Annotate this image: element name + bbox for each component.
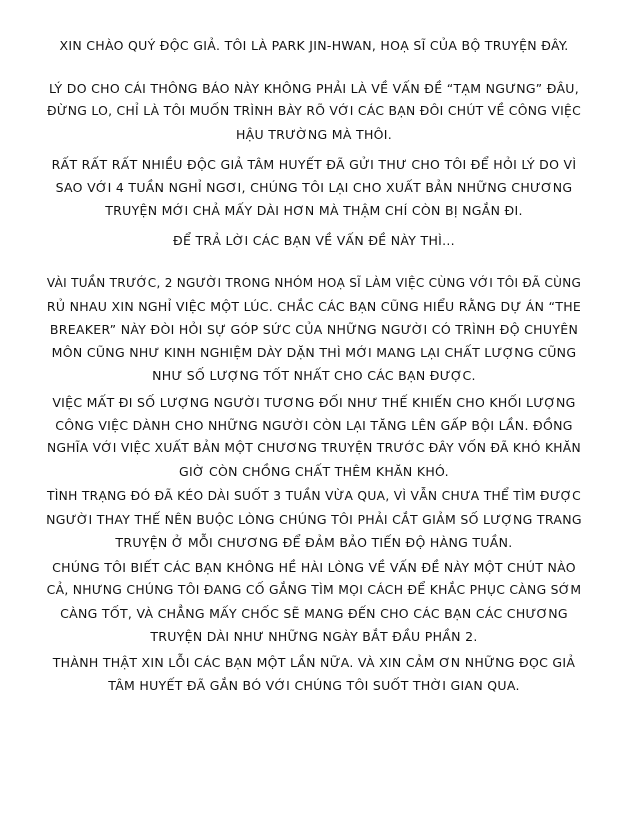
- paragraph-workload: [44, 391, 584, 483]
- text-line: VÀI TUẦN TRƯỚC, 2 NGƯỜI TRONG NHÓM HOẠ SĨ LÀM VIỆC CÙNG VỚI TÔI ĐÃ CÙNG: [46, 276, 582, 290]
- text-line: GIỜ CÒN CHỒNG CHẤT THÊM KHĂN KHÓ.: [179, 464, 449, 479]
- text-line: VIỆC MẤT ĐI SỐ LƯỢNG NGƯỜI TƯƠNG ĐỐI NHƯ THẾ KHIẾN CHO KHỐI LƯỢNG: [52, 395, 576, 410]
- paragraph-purpose: [44, 77, 584, 146]
- text-line: NGƯỜI THAY THẾ NÊN BUỘC LÒNG CHÚNG TÔI PHẢI CẮT GIẢM SỐ LƯỢNG TRANG: [46, 512, 582, 527]
- text-line: RẤT RẤT RẤT NHIỀU ĐỘC GIẢ TÂM HUYẾT ĐÃ GỬI THƯ CHO TÔI ĐỂ HỎI LÝ DO VÌ: [51, 157, 577, 172]
- text-line: CẢ, NHƯNG CHÚNG TÔI ĐANG CỐ GẮNG TÌM MỌI CÁCH ĐỂ KHẮC PHỤC CÀNG SỚM: [46, 583, 582, 597]
- text-line: NHƯ SỐ LƯỢNG TỐT NHẤT CHO CÁC BẠN ĐƯỢC.: [152, 368, 476, 383]
- text-line: MÔN CŨNG NHƯ KINH NGHIỆM DÀY DẶN THÌ MỚI MANG LẠI CHẤT LƯỢNG CŨNG: [51, 345, 577, 360]
- paragraph-apology: [44, 651, 584, 697]
- text-line: TÌNH TRẠNG ĐÓ ĐÃ KÉO DÀI SUỐT 3 TUẦN VỪA QUA, VÌ VẪN CHƯA THỂ TÌM ĐƯỢC: [46, 489, 582, 503]
- text-line: THÀNH THẬT XIN LỖI CÁC BẠN MỘT LẦN NỮA. VÀ XIN CẢM ƠN NHỮNG ĐỌC GIẢ: [52, 655, 576, 670]
- text-line: TRUYỆN Ở MỖI CHƯƠNG ĐỂ ĐẢM BẢO TIẾN ĐỘ HÀNG TUẦN.: [115, 535, 513, 550]
- text-line: HẬU TRƯỜNG MÀ THÔI.: [235, 127, 393, 142]
- text-line: LÝ DO CHO CÁI THÔNG BÁO NÀY KHÔNG PHẢI LÀ VỀ VẤN ĐỀ “TẠM NGƯNG” ĐÂU,: [48, 81, 580, 96]
- text-line: SAO VỚI 4 TUẦN NGHỈ NGƠI, CHÚNG TÔI LẠI CHO XUẤT BẢN NHỮNG CHƯƠNG: [55, 180, 573, 195]
- text-line: CÔNG VIỆC DÀNH CHO NHỮNG NGƯỜI CÒN LẠI TĂNG LÊN GẤP BỘI LẦN. ĐỒNG: [55, 418, 573, 433]
- text-line: ĐỪNG LO, CHỈ LÀ TÔI MUỐN TRÌNH BÀY RÕ VỚI CÁC BẠN ĐÔI CHÚT VỀ CÔNG VIỆC: [46, 104, 582, 118]
- text-line: ĐỂ TRẢ LỜI CÁC BẠN VỀ VẤN ĐỀ NÀY THÌ...: [173, 233, 455, 248]
- text-line: TRUYỆN MỚI CHẢ MẤY DÀI HƠN MÀ THẬM CHÍ CÒN BỊ NGẮN ĐI.: [105, 203, 523, 218]
- paragraph-readers-question: [44, 153, 584, 222]
- paragraph-answer-intro: [44, 229, 584, 252]
- text-line: RỦ NHAU XIN NGHỈ VIỆC MỘT LÚC. CHẮC CÁC BẠN CŨNG HIỂU RẰNG DỰ ÁN “THE: [46, 299, 582, 314]
- paragraph-commitment: [44, 556, 584, 648]
- text-line: CHÚNG TÔI BIẾT CÁC BẠN KHÔNG HỀ HÀI LÒNG VỀ VẤN ĐỀ NÀY MỘT CHÚT NÀO: [52, 560, 576, 575]
- text-line: XIN CHÀO QUÝ ĐỘC GIẢ. TÔI LÀ PARK JIN-HWAN, HOẠ SĨ CỦA BỘ TRUYỆN ĐÂY.: [59, 38, 569, 53]
- text-line: BREAKER” NÀY ĐÒI HỎI SỰ GÓP SỨC CỦA NHỮNG NGƯỜI CÓ TRÌNH ĐỘ CHUYÊN: [49, 322, 579, 337]
- text-line: NGHĨA VỚI VIỆC XUẤT BẢN MỘT CHƯƠNG TRUYỆN TRƯỚC ĐÂY VỐN ĐÃ KHÓ KHĂN: [47, 441, 581, 455]
- text-line: CÀNG TỐT, VÀ CHẲNG MẤY CHỐC SẼ MANG ĐẾN CHO CÁC BẠN CÁC CHƯƠNG: [60, 606, 568, 621]
- paragraph-greeting: [44, 34, 584, 57]
- paragraph-staff-left: [44, 272, 584, 387]
- text-line: TRUYỆN DÀI NHƯ NHỮNG NGÀY BẮT ĐẦU PHẦN 2.: [150, 629, 478, 644]
- paragraph-situation: [44, 485, 584, 554]
- text-line: TÂM HUYẾT ĐÃ GẮN BÓ VỚI CHÚNG TÔI SUỐT THỜI GIAN QUA.: [108, 678, 520, 693]
